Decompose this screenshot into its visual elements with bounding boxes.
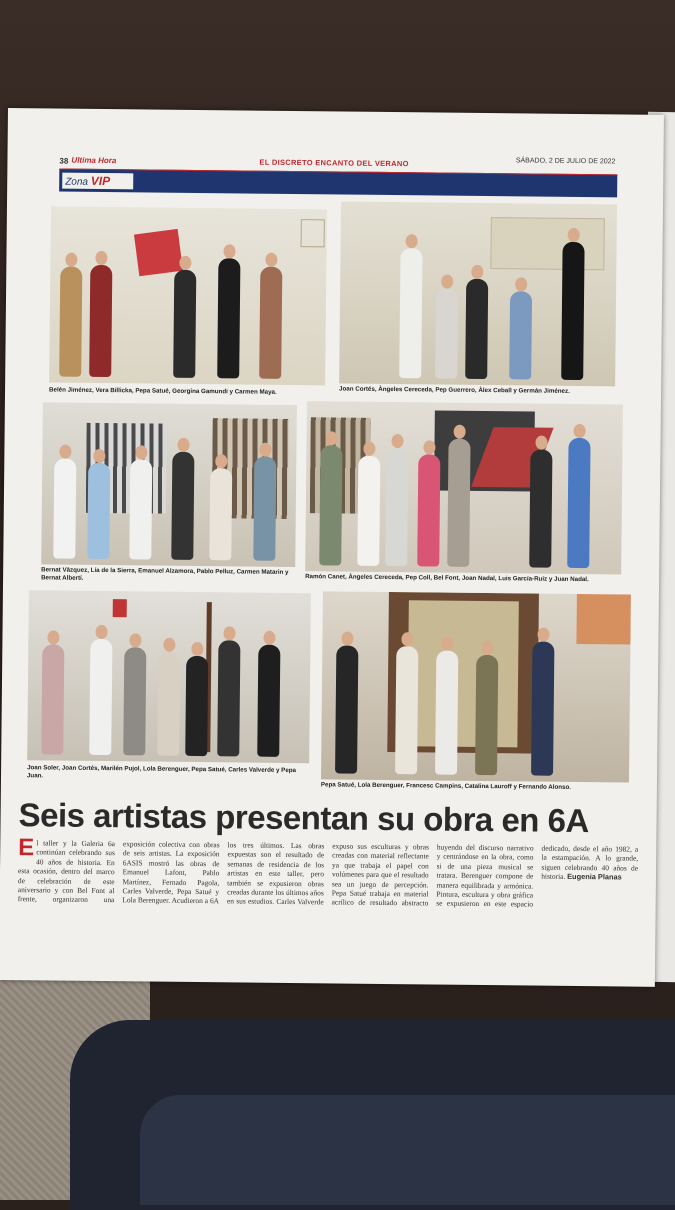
article-author: Eugenia Planas (567, 872, 622, 882)
photo-4 (305, 401, 623, 574)
photo-6-caption: Pepa Satué, Lola Berenguer, Francesc Campins, Catalina Lauroff y Fernando Alonso. (320, 781, 572, 791)
drop-cap: E (18, 834, 35, 862)
photo-2 (339, 201, 617, 386)
newspaper-page (0, 108, 664, 987)
article-body (17, 834, 639, 964)
section-title: EL DISCRETO ENCANTO DEL VERANO (259, 157, 409, 169)
photo-3 (41, 402, 297, 567)
article-headline: Seis artistas presentan su obra en 6A (18, 796, 589, 840)
photo-1 (49, 206, 327, 385)
photo-6 (321, 591, 631, 782)
photo-5 (27, 590, 311, 763)
photo-5-caption: Joan Soler, Joan Cortés, Marilén Pujol, Lola Berenguer, Pepa Satué, Carles Valverde y Pepa Juan. (26, 764, 297, 780)
article-text: l taller y la Galeria 6a continúan celebrando sus 40 años de historia. En esta ocasión, dentro del marco de celebración de este aniversario y con Bel Font al frente, organizaron una exposición colectiva con obras de seis artistas. La exposición 6ASIS mostró las obras de Emanuel Lafont, Pablo Martínez, Fernado Pagola, Carles Valverde, Pepa Satué y Lola Berenguer. Acudieron a 6A los tres últimos. Las obras expuestas son el resultado de semanas de residencia de los artistas en este taller, pero también se expusieron obras creadas durante los últimos años en sus estudios. Carles Valverde expuso sus esculturas y obras creadas con material reflectante ya que trabaja el papel con volúmenes para que el resultado sea un juego de percepción. Pepa Satué trabaja en material acrílico de resultado abstracto huyendo del discurso narrativo y centrándose en la obra, como si de una pieza musical se tratara. Berenguer compone de manera equilibrada y armónica. Pintura, escultura y obra gráfica se expusieron en este espacio dedicado, desde el año 1982, a la estampación. A lo grande, siguen celebrando 40 años de historia. (17, 838, 639, 909)
photo-1-caption: Belén Jiménez, Vera Billicka, Pepa Satué, Georgina Gamundi y Carmen Maya. (49, 386, 277, 396)
photo-3-caption: Bernat Vàzquez, Lía de la Sierra, Emanuel Alzamora, Pablo Pelluz, Carmen Matarin y Bernat Albertí. (41, 566, 289, 582)
newspaper-name: Ultima Hora (71, 155, 117, 166)
page-number: 38 (59, 156, 69, 166)
lap-foreground-fabric (140, 1095, 675, 1205)
vip-section-bar (59, 169, 617, 198)
photo-4-caption: Ramón Canet, Àngeles Cereceda, Pep Coll, Bel Font, Joan Nadal, Luis García-Ruiz y Juan Nadal. (305, 573, 589, 584)
photo-2-caption: Joan Cortés, Àngeles Cereceda, Pep Guerrero, Àlex Ceball y Germán Jiménez. (339, 385, 570, 395)
issue-date: SÁBADO, 2 DE JULIO DE 2022 (515, 157, 616, 166)
vip-label: Zona VIP (62, 173, 133, 190)
